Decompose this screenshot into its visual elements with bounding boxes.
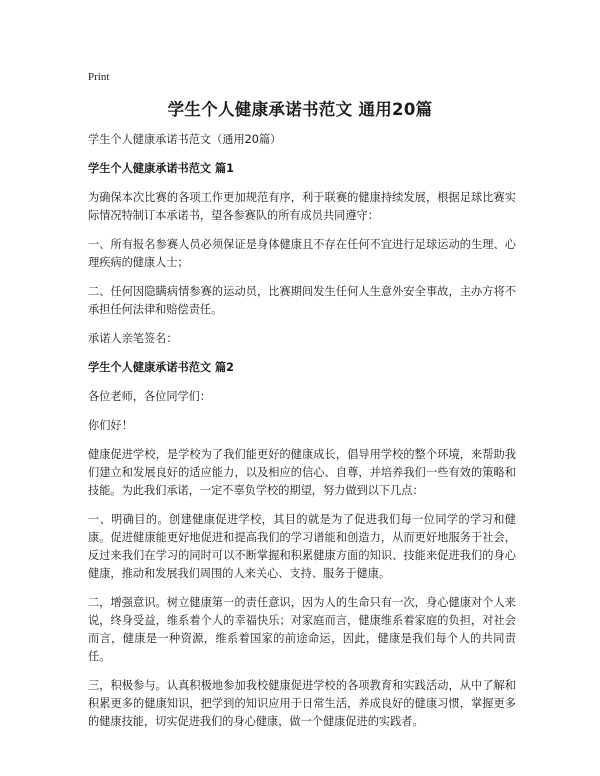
document-body	[88, 131, 516, 742]
paragraph: 一、所有报名参赛人员必须保证是身体健康且不存在任何不宜进行足球运动的生理、心理疾病的健康人士；	[88, 238, 516, 269]
section-heading-1: 学生个人健康承诺书范文 篇1	[88, 162, 234, 175]
page-title: 学生个人健康承诺书范文 通用20篇	[167, 100, 433, 119]
paragraph: 一、明确目的。创建健康促进学校，其目的就是为了促进我们每一位同学的学习和健康。促进健康能更好地促进和提高我们的学习谱能和创造力，从而更好地服务于社会，反过来我们在学习的同时可以不断掌握和积累健康方面的知识、技能来促进我们的身心健康，推动和发展我们周围的人来关心、支持、服务于健康。	[88, 513, 516, 580]
paragraph: 二，增强意识。树立健康第一的责任意识，因为人的生命只有一次，身心健康对个人来说，终身受益，维系着个人的幸福快乐；对家庭而言，健康维系着家庭的负担，对社会而言，健康是一种资源，维系着国家的前途命运，因此，健康是我们每个人的共同责任。	[88, 596, 516, 663]
paragraph: 二、任何因隐瞒病情参赛的运动员，比赛期间发生任何人生意外安全事故，主办方将不承担任何法律和赔偿责任。	[88, 285, 516, 316]
document-subtitle: 学生个人健康承诺书范文（通用20篇）	[88, 133, 282, 146]
paragraph: 为确保本次比赛的各项工作更加规范有序，利于联赛的健康持续发展，根据足球比赛实际情况特制订本承诺书，望各参赛队的所有成员共同遵守：	[88, 191, 516, 222]
section-heading-2: 学生个人健康承诺书范文 篇2	[88, 361, 234, 374]
greeting: 你们好！	[88, 419, 133, 432]
greeting: 各位老师，各位同学们：	[88, 390, 212, 403]
print-link[interactable]: Print	[88, 71, 110, 83]
signature-line: 承诺人亲笔签名：	[88, 332, 178, 345]
paragraph: 健康促进学校，是学校为了我们能更好的健康成长，倡导用学校的整个环境，来帮助我们建立和发展良好的适应能力，以及相应的信心、自尊，并培养我们一些有效的策略和技能。为此我们承诺，一定不辜负学校的期望，努力做到以下几点：	[88, 448, 516, 497]
paragraph: 三，积极参与。认真积极地参加我校健康促进学校的各项教育和实践活动，从中了解和积累更多的健康知识，把学到的知识应用于日常生活，养成良好的健康习惯，掌握更多的健康技能，切实促进我们的身心健康，做一个健康促进的实践者。	[88, 679, 516, 728]
